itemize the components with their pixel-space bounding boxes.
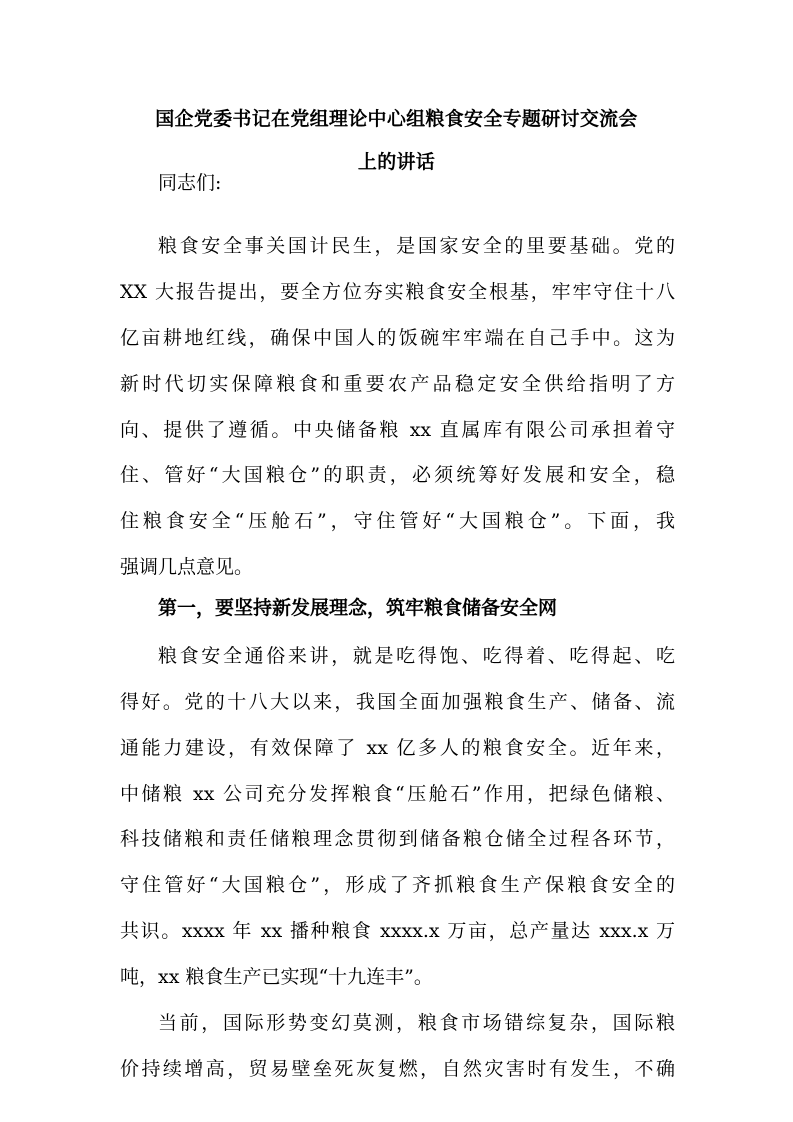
greeting: 同志们: [158, 172, 222, 194]
paragraph-1-line: 亿亩耕地红线，确保中国人的饭碗牢牢端在自己手中。这为 [120, 327, 675, 349]
paragraph-2-line: 中储粮 xx 公司充分发挥粮食“压舱石”作用，把绿色储粮、 [120, 783, 675, 805]
paragraph-1-line: 强调几点意见。 [120, 556, 254, 578]
document-title-line-2: 上的讲话 [357, 151, 436, 173]
paragraph-2-line: 共识。xxxx 年 xx 播种粮食 xxxx.x 万亩，总产量达 xxx.x 万 [120, 920, 675, 942]
paragraph-1-line: XX 大报告提出，要全方位夯实粮食安全根基，牢牢守住十八 [120, 281, 675, 303]
paragraph-2-line: 吨，xx 粮食生产已实现“十九连丰”。 [120, 966, 433, 988]
paragraph-2-line: 粮食安全通俗来讲，就是吃得饱、吃得着、吃得起、吃 [158, 645, 675, 667]
document-title-line-1: 国企党委书记在党组理论中心组粮食安全专题研讨交流会 [155, 108, 638, 130]
paragraph-1-line: 新时代切实保障粮食和重要农产品稳定安全供给指明了方 [120, 373, 675, 395]
paragraph-2-line: 守住管好“大国粮仓”，形成了齐抓粮食生产保粮食安全的 [120, 874, 675, 896]
section-heading: 第一，要坚持新发展理念，筑牢粮食储备安全网 [158, 597, 558, 619]
paragraph-1-line: 粮食安全事关国计民生，是国家安全的里要基础。党的 [158, 235, 675, 257]
paragraph-1-line: 向、提供了遵循。中央储备粮 xx 直属库有限公司承担着守 [120, 419, 675, 441]
paragraph-1-line: 住粮食安全“压舱石”，守住管好“大国粮仓”。下面，我 [120, 510, 675, 532]
paragraph-2-line: 得好。党的十八大以来，我国全面加强粮食生产、储备、流 [120, 691, 675, 713]
paragraph-3-line: 当前，国际形势变幻莫测，粮食市场错综复杂，国际粮 [158, 1012, 675, 1034]
paragraph-1-line: 住、管好“大国粮仓”的职责，必须统筹好发展和安全，稳 [120, 464, 675, 486]
paragraph-2-line: 通能力建设，有效保障了 xx 亿多人的粮食安全。近年来， [120, 737, 675, 759]
paragraph-3-line: 价持续增高，贸易壁垒死灰复燃，自然灾害时有发生，不确 [120, 1058, 675, 1080]
paragraph-2-line: 科技储粮和责任储粮理念贯彻到储备粮仓储全过程各环节， [120, 828, 675, 850]
